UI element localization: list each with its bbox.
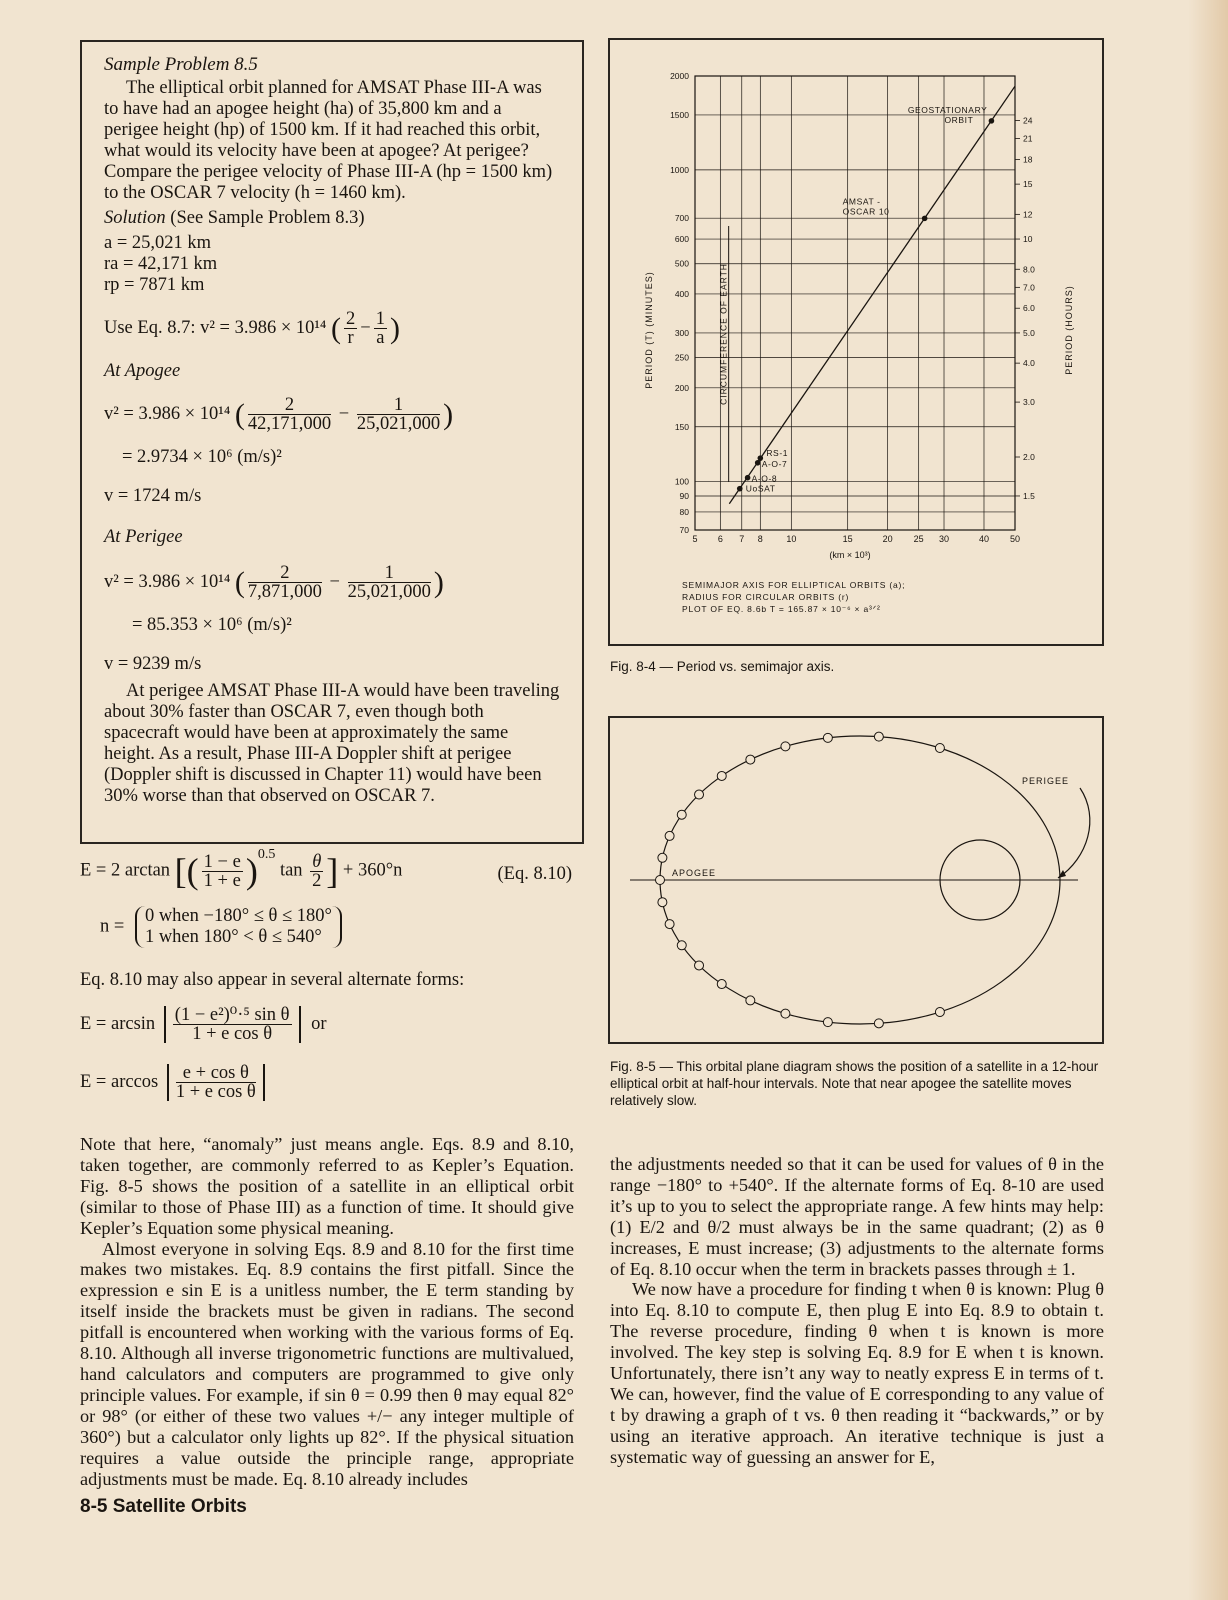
frac-2: 2: [346, 309, 356, 329]
x-tick-label: 7: [739, 534, 745, 544]
apogee-frac-num: 2: [248, 396, 331, 415]
x-tick-label: 5: [692, 534, 698, 544]
y-right-label: PERIOD (HOURS): [1064, 285, 1074, 375]
frac-1: 1: [375, 309, 385, 329]
perigee-velocity: v = 9239 m/s: [104, 654, 202, 674]
y-left-tick-label: 700: [674, 213, 689, 224]
sample-problem-title: Sample Problem 8.5: [104, 54, 258, 75]
arcsin-den: 1 + e cos θ: [192, 1024, 273, 1044]
y-left-tick-label: 1500: [670, 109, 689, 120]
y-right-tick-label: 7.0: [1023, 282, 1035, 293]
n-definition: [100, 906, 342, 948]
arcsin-lhs: E = arcsin: [80, 1014, 156, 1034]
y-left-tick-label: 300: [674, 327, 689, 338]
y-left-tick-label: 200: [674, 382, 689, 393]
satellite-position-marker: [781, 1009, 790, 1018]
ao7-label: A-O-7: [761, 458, 788, 469]
apogee-frac-num2: 1: [357, 396, 440, 415]
rp-value: rp = 7871 km: [104, 275, 205, 295]
eq-e-den: 1 + e: [203, 870, 241, 891]
apogee-result: = 2.9734 × 10⁶ (m/s)²: [122, 447, 282, 467]
sample-problem-intro: The elliptical orbit planned for AMSAT Phase III-A was to have had an apogee height (ha) of 35,800 km and a perigee height (hp) of 1500 km. If it had reached this orbit, what would its velocity have been at apogee? At perigee? Compare the perigee velocity of Phase III-A (hp = 1500 km) to the OSCAR 7 velocity (h = 1460 km).: [104, 78, 553, 203]
use-eq-text: Use Eq. 8.7: v² = 3.986 × 10¹⁴: [104, 317, 327, 338]
x-tick-label: 25: [913, 534, 924, 544]
satellite-position-marker: [677, 810, 686, 819]
y-right-tick-label: 5.0: [1023, 327, 1035, 338]
sample-problem-box: [80, 40, 584, 844]
y-right-tick-label: 6.0: [1023, 303, 1035, 314]
perigee-marker-label: PERIGEE: [1022, 776, 1070, 786]
eq-plus-n: + 360°n: [342, 860, 403, 881]
satellite-position-marker: [665, 831, 674, 840]
x-tick-label: 15: [842, 534, 853, 544]
apogee-eq-lhs: v² = 3.986 × 10¹⁴: [104, 403, 231, 424]
page-edge-shading: [1188, 0, 1228, 1600]
geostationary-label: GEOSTATIONARY: [907, 104, 988, 115]
y-right-tick-label: 2.0: [1023, 452, 1035, 463]
eq-theta: θ: [312, 851, 322, 872]
y-right-tick-label: 21: [1023, 133, 1033, 144]
apogee-den1: 42,171,000: [247, 414, 332, 434]
satellite-position-marker: [656, 876, 665, 885]
figure-8-4-box: [608, 38, 1104, 646]
orbit-data-point: [989, 118, 995, 124]
ao8-label: A-O-8: [751, 473, 778, 484]
satellite-position-marker: [677, 941, 686, 950]
perigee-result: = 85.353 × 10⁶ (m/s)²: [132, 615, 292, 635]
solution-ref: (See Sample Problem 8.3): [170, 208, 365, 228]
y-right-tick-label: 12: [1023, 209, 1033, 220]
arccos-num: e + cos θ: [176, 1064, 256, 1083]
eq-label: (Eq. 8.10): [497, 864, 572, 884]
satellite-position-marker: [874, 1019, 883, 1028]
arccos-form: [80, 1064, 265, 1101]
x-tick-label: 40: [978, 534, 989, 544]
perigee-frac-num2: 1: [348, 564, 431, 583]
satellite-position-marker: [695, 961, 704, 970]
y-left-tick-label: 2000: [670, 71, 689, 81]
solution-line: [104, 208, 560, 229]
solution-label: Solution: [104, 208, 166, 228]
perigee-den1: 7,871,000: [247, 582, 322, 602]
arccos-den: 1 + e cos θ: [175, 1082, 256, 1102]
alt-forms-intro: Eq. 8.10 may also appear in several alternate forms:: [80, 970, 465, 990]
chart-note-3: PLOT OF EQ. 8.6b T = 165.87 × 10⁻⁶ × a³ᐟ²: [682, 604, 881, 614]
satellite-position-marker: [665, 920, 674, 929]
apogee-velocity: v = 1724 m/s: [104, 486, 202, 506]
satellite-position-marker: [658, 853, 667, 862]
y-left-tick-label: 400: [674, 288, 689, 299]
y-right-tick-label: 3.0: [1023, 397, 1035, 408]
eq-e-lhs: E = 2 arctan: [80, 860, 171, 881]
rs1-label: RS-1: [766, 448, 789, 459]
perigee-frac-num: 2: [248, 564, 322, 583]
satellite-position-marker: [781, 742, 790, 751]
satellite-position-marker: [874, 732, 883, 741]
eq-e-num: 1 − e: [203, 851, 241, 872]
chart-note-2: RADIUS FOR CIRCULAR ORBITS (r): [682, 592, 850, 602]
period-chart: [610, 40, 1102, 644]
satellite-position-marker: [823, 1018, 832, 1027]
x-tick-label: 10: [786, 534, 797, 544]
eq-exponent: 0.5: [257, 847, 276, 863]
y-left-tick-label: 600: [674, 234, 689, 245]
right-paragraph-1: the adjustments needed so that it can be used for values of θ in the range −180° to +540°. If the alternate forms of Eq. 8-10 are used it’s up to you to select the appropriate range. A few hints may help: (1) E/2 and θ/2 must always be in the same quadrant; (2) as θ increases, E must increase; (3) adjustments to the alternate forms of Eq. 8.10 occur when the term in brackets passes through ± 1.: [610, 1154, 1104, 1279]
y-right-tick-label: 8.0: [1023, 264, 1035, 275]
orbit-data-point: [737, 486, 743, 492]
y-right-tick-label: 15: [1023, 179, 1033, 190]
orbit-data-point: [745, 475, 751, 481]
page-footer: 8-5 Satellite Orbits: [80, 1496, 247, 1517]
y-left-tick-label: 250: [674, 352, 689, 363]
amsat-label-2: OSCAR 10: [842, 206, 890, 217]
sample-problem-conclusion: At perigee AMSAT Phase III-A would have been traveling about 30% faster than OSCAR 7, even though both spacecraft would have been at approximately the same height. As a result, Phase III-A Doppler shift at perigee (Doppler shift is discussed in Chapter 11) would have been 30% worse than that observed on OSCAR 7.: [104, 681, 560, 806]
x-tick-label: 8: [757, 534, 763, 544]
frac-a: a: [376, 328, 385, 348]
orbit-diagram: [610, 718, 1102, 1042]
satellite-position-marker: [746, 996, 755, 1005]
satellite-position-marker: [935, 1008, 944, 1017]
arcsin-num: (1 − e²)⁰·⁵ sin θ: [174, 1005, 290, 1025]
figure-8-4-caption: Fig. 8-4 — Period vs. semimajor axis.: [610, 659, 835, 674]
satellite-position-marker: [717, 771, 726, 780]
orbit-data-point: [755, 460, 761, 466]
y-left-label: PERIOD (T) (MINUTES): [644, 271, 654, 389]
x-tick-label: 20: [882, 534, 893, 544]
use-eq-line: Use Eq. 8.7: v² = 3.986 × 10¹⁴ ( $\frac{2}{r}$ − $\frac{1}{a}$ ): [104, 309, 400, 348]
eq-tan: tan: [279, 860, 303, 881]
x-unit-label: (km × 10³): [829, 550, 871, 560]
satellite-position-marker: [935, 743, 944, 752]
apogee-label: At Apogee: [104, 361, 181, 381]
amsat-label: AMSAT -: [842, 196, 881, 207]
right-column-text: [610, 1154, 1104, 1468]
y-right-tick-label: 18: [1023, 154, 1033, 165]
left-column-text: [80, 1134, 574, 1489]
apogee-den2: 25,021,000: [356, 414, 441, 434]
y-right-tick-label: 1.5: [1023, 490, 1035, 501]
n-case-0: 0 when −180° ≤ θ ≤ 180°: [144, 906, 332, 926]
satellite-position-marker: [823, 733, 832, 742]
arcsin-form: [80, 1006, 327, 1043]
uosat-label: UoSAT: [745, 483, 776, 494]
figure-8-5-box: [608, 716, 1104, 1044]
perigee-equation: v² = 3.986 × 10¹⁴ ( $\frac{2}{7,871,000}$ − $\frac{1}{25,021,000}$ ): [104, 563, 444, 602]
chart-frame: [695, 76, 1015, 530]
satellite-position-marker: [695, 790, 704, 799]
satellite-position-marker: [717, 980, 726, 989]
y-right-tick-label: 10: [1023, 234, 1033, 245]
period-series-line: [729, 86, 1015, 504]
y-left-tick-label: 80: [679, 506, 689, 517]
geostationary-label-2: ORBIT: [944, 114, 974, 125]
x-tick-label: 30: [939, 534, 950, 544]
right-paragraph-2: We now have a procedure for finding t when θ is known: Plug θ into Eq. 8.10 to compute E, then plug E into Eq. 8.9 to obtain t. The reverse procedure, finding θ when t is known is more involved. The key step is solving Eq. 8.9 for E when t is known. Unfortunately, there isn’t any way to neatly express E in terms of t. We can, however, find the value of E corresponding to any value of t by drawing a graph of t vs. θ then reading it “backwards,” or by using an iterative approach. An iterative technique is just a systematic way of guessing an answer for E,: [610, 1279, 1104, 1467]
apogee-marker-label: APOGEE: [672, 868, 717, 878]
y-left-tick-label: 70: [679, 525, 689, 535]
perigee-eq-lhs: v² = 3.986 × 10¹⁴: [104, 571, 231, 592]
left-paragraph-1: Note that here, “anomaly” just means angle. Eqs. 8.9 and 8.10, taken together, are commonly referred to as Kepler’s Equation. Fig. 8-5 shows the position of a satellite in an elliptical orbit (similar to those of Phase III) as a function of time. It should give Kepler’s Equation some physical meaning.: [80, 1134, 574, 1238]
x-tick-label: 6: [717, 534, 723, 544]
perigee-label: At Perigee: [104, 527, 183, 547]
perigee-den2: 25,021,000: [347, 582, 431, 602]
y-left-tick-label: 1000: [670, 164, 689, 175]
a-value: a = 25,021 km: [104, 233, 212, 253]
satellite-position-marker: [658, 898, 667, 907]
y-right-tick-label: 4.0: [1023, 358, 1035, 369]
frac-r: r: [347, 328, 354, 348]
or-text: or: [311, 1014, 327, 1034]
apogee-equation: v² = 3.986 × 10¹⁴ ( $\frac{2}{42,171,000}$ − $\frac{1}{25,021,000}$ ): [104, 395, 454, 434]
arccos-lhs: E = arccos: [80, 1072, 159, 1092]
earth-circumference-label: CIRCUMFERENCE OF EARTH: [718, 263, 729, 405]
y-right-tick-label: 24: [1023, 115, 1033, 126]
satellite-position-marker: [746, 755, 755, 764]
n-case-1: 1 when 180° < θ ≤ 540°: [144, 927, 322, 947]
ra-value: ra = 42,171 km: [104, 254, 218, 274]
figure-8-5-caption: Fig. 8-5 — This orbital plane diagram shows the position of a satellite in a 12-hour elliptical orbit at half-hour intervals. Note that near apogee the satellite moves relatively slow.: [610, 1059, 1099, 1108]
orbit-data-point: [922, 216, 928, 222]
perigee-arrow: [1058, 788, 1090, 878]
equation-8-10: E = 2 arctan [( $\frac{1 - e}{1 + e}$ )$^{0.5}$ tan $\frac{\theta}{2}$ ] + 360°n (Eq. 8.10): [80, 847, 572, 891]
x-tick-label: 50: [1009, 534, 1021, 544]
n-lhs: n =: [100, 916, 125, 937]
y-left-tick-label: 90: [679, 490, 689, 501]
y-left-tick-label: 500: [674, 258, 689, 269]
y-left-tick-label: 100: [674, 476, 689, 487]
chart-note-1: SEMIMAJOR AXIS FOR ELLIPTICAL ORBITS (a);: [682, 580, 906, 590]
left-paragraph-2: Almost everyone in solving Eqs. 8.9 and 8.10 for the first time makes two mistakes. Eq. 8.9 contains the first pitfall. Since the expression e sin E is a unitless number, the E term standing by itself inside the brackets must be given in radians. The second pitfall is encountered when working with the various forms of Eq. 8.10. Although all inverse trigonometric functions are multivalued, hand calculators and computers are programmed to give only principle values. For example, if sin θ = 0.99 then θ may equal 82° or 98° (or either of these two values +/− any integer multiple of 360°) but a calculator only lights up 82°. If the physical situation requires a value outside the principle range, appropriate adjustments must be made. Eq. 8.10 already includes: [80, 1238, 574, 1489]
eq-two: 2: [312, 870, 322, 891]
y-left-tick-label: 150: [674, 421, 689, 432]
